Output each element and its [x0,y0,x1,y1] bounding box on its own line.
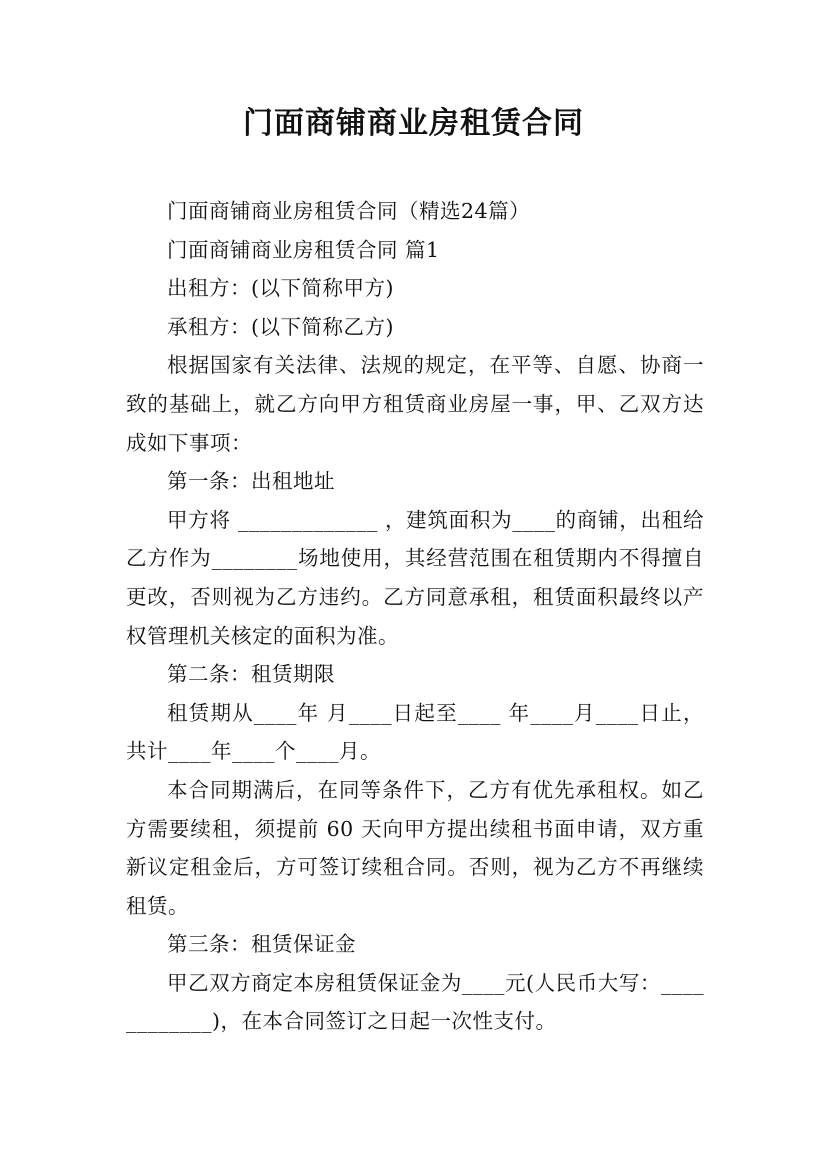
article-1-heading: 第一条：出租地址 [167,469,335,494]
article-3-heading: 第三条：租赁保证金 [167,932,356,957]
article-2-heading: 第二条：租赁期限 [167,662,335,687]
article-3-body: 甲乙双方商定本房租赁保证金为____元(人民币大写：____________)，在本合同签订之日起一次性支付。 [126,970,704,1034]
article-2-body: 租赁期从____年 月____日起至____ 年____月____日止，共计____年____个____月。 [126,700,704,764]
document-title: 门面商铺商业房租赁合同 [243,106,584,141]
article-1-body: 甲方将 _____________ ，建筑面积为____的商铺，出租给乙方作为________场地使用，其经营范围在租赁期内不得擅自更改，否则视为乙方违约。乙方同意承租，租赁面积最终以产权管理机关核定的面积为准。 [126,507,704,648]
renewal-paragraph: 本合同期满后，在同等条件下，乙方有优先承租权。如乙方需要续租，须提前 60 天向甲方提出续租书面申请，双方重新议定租金后，方可签订续租合同。否则，视为乙方不再继续租赁。 [126,777,704,918]
lessor-line: 出租方：(以下简称甲方) [167,276,394,301]
lessee-line: 承租方：(以下简称乙方) [167,314,394,339]
section-heading: 门面商铺商业房租赁合同 篇1 [167,237,440,262]
document-body [126,192,704,1041]
subtitle-paragraph: 门面商铺商业房租赁合同（精选24篇） [167,199,531,223]
preamble-paragraph: 根据国家有关法律、法规的规定，在平等、自愿、协商一致的基础上，就乙方向甲方租赁商业房屋一事，甲、乙双方达成如下事项： [126,353,704,455]
